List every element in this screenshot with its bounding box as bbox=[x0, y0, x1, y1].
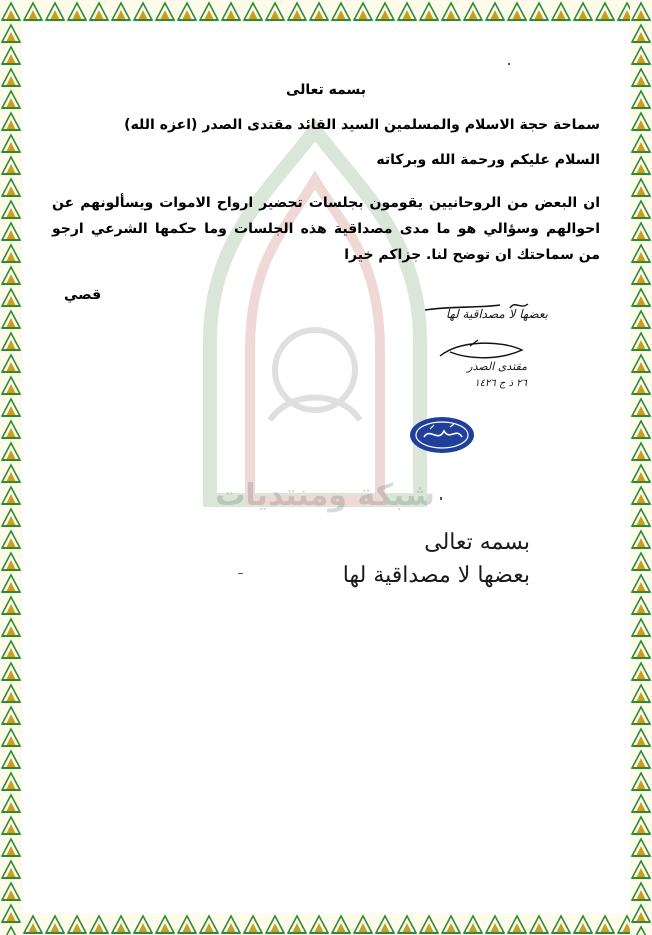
letter-address: سماحة حجة الاسلام والمسلمين السيد القائد مقتدى الصدر (اعزه الله) bbox=[124, 117, 600, 133]
watermark-text: شبكة ومنتديات bbox=[215, 478, 435, 513]
signature-name: مقتدى الصدر bbox=[467, 360, 527, 373]
stray-mark bbox=[238, 573, 243, 574]
decorative-border-left bbox=[0, 0, 22, 935]
stray-mark bbox=[440, 497, 442, 500]
stray-mark bbox=[508, 63, 510, 65]
official-seal-icon bbox=[408, 415, 476, 455]
answer-title: بسمه تعالى bbox=[424, 530, 530, 555]
letter-sender: قصي bbox=[64, 287, 102, 303]
decorative-border-bottom bbox=[0, 913, 652, 935]
letter-body: ان البعض من الروحانيين يقومون بجلسات تحضير ارواح الاموات ويسألونهم عن احوالهم وسؤالي هو ما مدى مصداقية هذه الجلسات وما حكمها الشرعي ارجو من سماحتك ان توضح لنا. جزاكم خيرا bbox=[52, 195, 600, 263]
handwritten-note: بعضها لا مصداقية لها bbox=[445, 307, 548, 321]
decorative-border-right bbox=[630, 0, 652, 935]
handwritten-date: ٢٦ ذ ج ١٤٢٦ bbox=[474, 378, 527, 389]
answer-text: بعضها لا مصداقية لها bbox=[342, 563, 530, 588]
letter-title: بسمه تعالى bbox=[285, 82, 367, 98]
decorative-border-top bbox=[0, 0, 652, 22]
letter-greeting: السلام عليكم ورحمة الله وبركاته bbox=[376, 152, 600, 168]
